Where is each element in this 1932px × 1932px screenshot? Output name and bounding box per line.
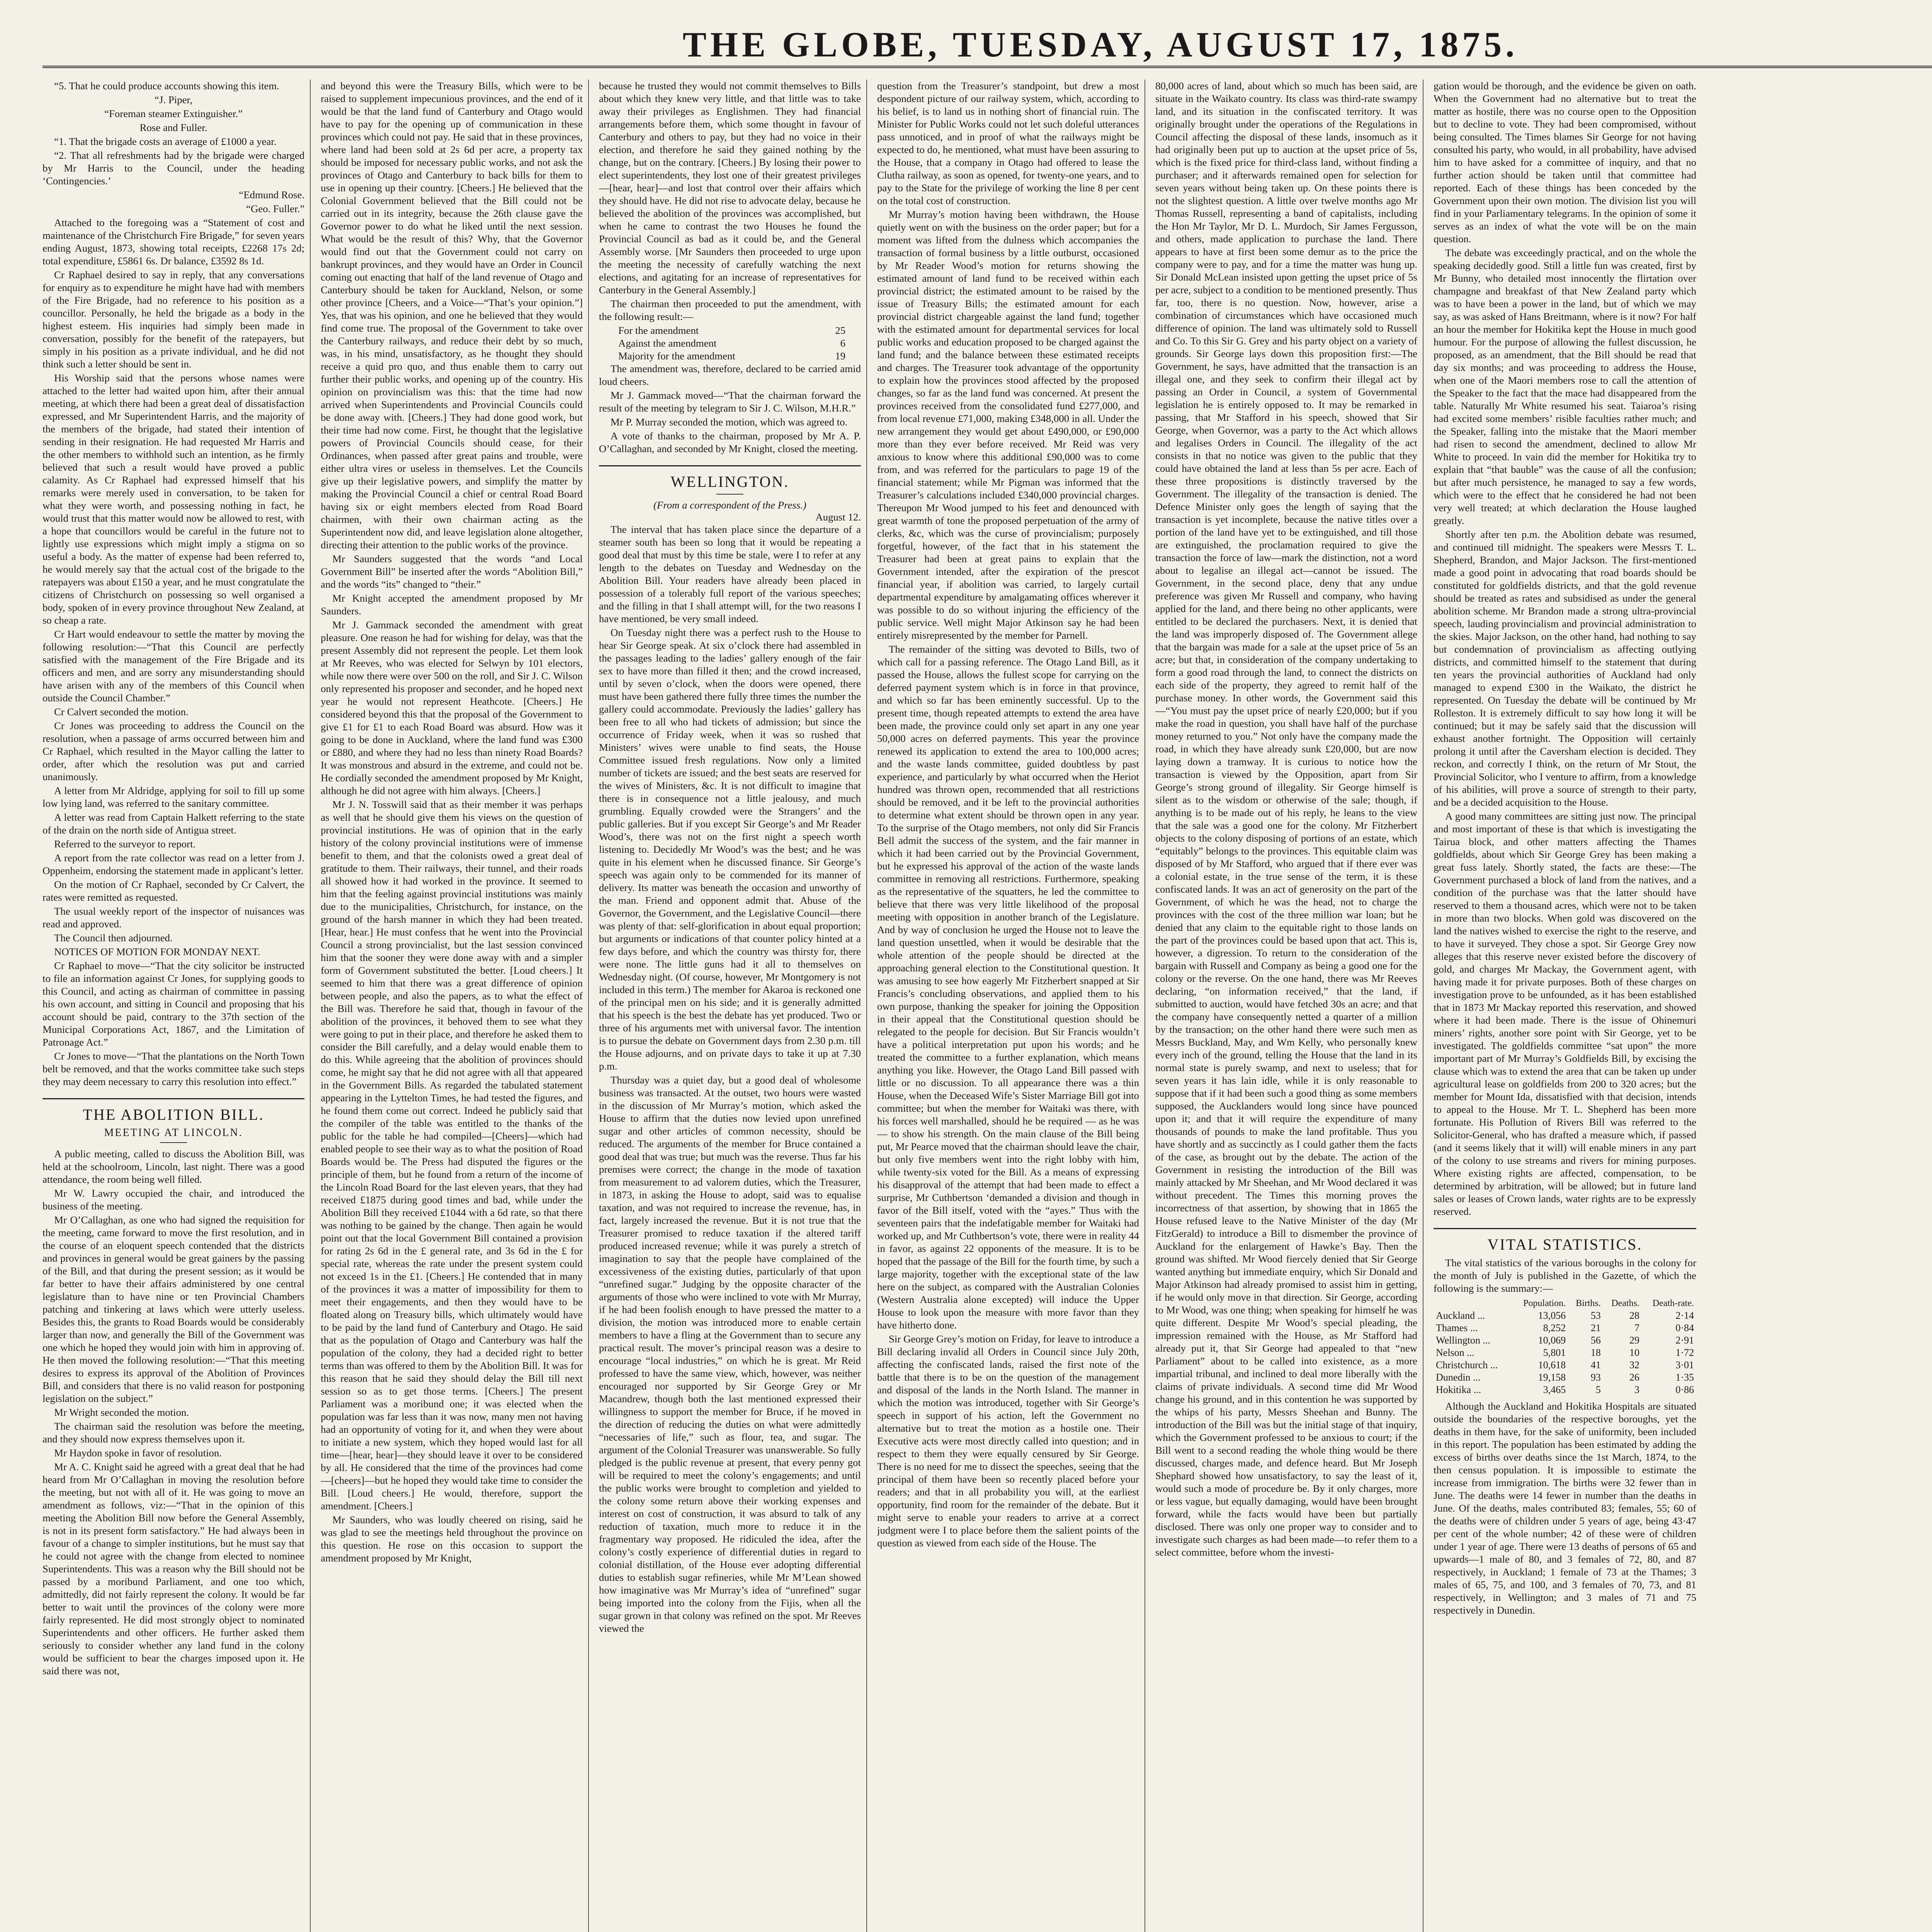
paragraph: A public meeting, called to discuss the Abolition Bill, was held at the schoolroom, Lincoln, last night. There was a good attendance, the room being well filled. [43, 1148, 304, 1185]
paragraph: Rose and Fuller. [139, 122, 207, 133]
column-6 [1434, 80, 1702, 1932]
paragraph: On Tuesday night there was a perfect rush to the House to hear Sir George speak. At six o’clock there had assembled in the passages leading to the ladies’ gallery enough of the fair sex to have more than filled it then; and the crowd increased, until by seven o’clock, when the doors were opened, there must have been gathered there fully three times the number the gallery could accommodate. Previously the ladies’ gallery has been free to all who had tickets of admission; but since the occurrence of Friday week, when it was so rushed that Ministers’ wives were unable to find seats, the House Committee issued fresh regulations. Now only a limited number of tickets are issued; and the best seats are reserved for the wives of Ministers, &c. It is not difficult to imagine that there is in consequence not a little jealousy, and much grumbling. Equally crowded were the Strangers’ and the public galleries. But if you except Sir George’s and Mr Reader Wood’s, there was not on the first night a speech worth listening to. Decidedly Mr Wood’s was the best; and he was quite in his element when he discussed finance. Sir George’s speech was again only to be commended for its manner of delivery. Its matter was beneath the occasion and unworthy of the man. Friend and opponent admit that. Abuse of the Governor, the Government, and the Legislative Council—there was plenty of that: self-glorification in about equal proportion; but arguments or indications of that counter policy hinted at a few days before, and which the country was thirsty for, there were none. The little guns had it all to themselves on Wednesday night. (Of course, however, Mr Montgomery is not included in this term.) The member for Akaroa is reckoned one of the principal men on his side; and it is generally admitted that his speech is the best the debate has yet produced. Two or three of his arguments met with universal favor. The intention is to pursue the debate on Government days from 2.30 p.m. till the House adjourns, and on private days to take it up at 7.30 p.m. [599, 627, 861, 1072]
paragraph: “1. That the brigade costs an average of £1000 a year. [54, 136, 277, 147]
table-cell: 2·91 [1675, 1335, 1694, 1346]
table-cell: 26 [1629, 1372, 1639, 1383]
paragraph: question from the Treasurer’s standpoint, but drew a most despondent picture of our railway system, which, according to his belief, is to land us in nothing short of financial ruin. The Minister for Public Works could not let such doleful utterances pass unnoticed, and in proof of what the railways might be expected to do, he mentioned, what must have been assuring to the House, that a company in Otago had offered to lease the Clutha railway, as soon as opened, for twenty-one years, and to pay to the State for the privilege of working the line 8 per cent on the total cost of construction. [877, 80, 1139, 206]
masthead: THE GLOBE, TUESDAY, AUGUST 17, 1875. [43, 23, 1932, 68]
paragraph: A vote of thanks to the chairman, proposed by Mr A. P. O’Callaghan, and seconded by Mr Knight, closed the meeting. [599, 430, 861, 454]
table-row [1434, 1322, 1696, 1334]
paragraph: Mr J. Gammack seconded the amendment with great pleasure. One reason he had for wishing for delay, was that the present Assembly did not represent the people. Let them look at Mr Reeves, who was elected for Selwyn by 101 electors, while now there were over 500 on the roll, and Sir J. C. Wilson only represented his proposer and seconder, and he hoped next year he would not represent Heathcote. [Cheers.] He considered beyond this that the proposal of the Government to give £1 for £1 to each Road Board was absurd. How was it going to be done in Auckland, where the land fund was £300 or £880, and where they had no less than ninety Road Boards? It was monstrous and absurd in the extreme, and could not be. He cordially seconded the amendment proposed by Mr Knight, although he did not agree with him always. [Cheers.] [321, 619, 583, 796]
paragraph: Cr Jones was proceeding to address the Council on the resolution, when a passage of arms occurred between him and Cr Raphael, which resulted in the Mayor calling the latter to order, after which the resolution was put and carried unanimously. [43, 720, 304, 782]
paragraph: Cr Jones to move—“That the plantations on the North Town belt be removed, and that the works committee take such steps they may deem necessary to carry this resolution into effect.” [43, 1050, 304, 1087]
paragraph: Mr Wright seconded the motion. [54, 1406, 189, 1418]
paragraph: Thursday was a quiet day, but a good deal of wholesome business was transacted. At the outset, two hours were wasted in the discussion of Mr Murray’s motion, which asked the House to affirm that the duties now levied upon unrefined sugar and other articles of common necessity, should be reduced. The arguments of the member for Bruce contained a good deal that was true; but much was the reverse. Thus far his premises were correct; the change in the mode of taxation from measurement to ad valorem duties, which the Treasurer, in 1873, in asking the House to adopt, said was to equalise taxation, and was not required to increase the revenue, has, in fact, largely increased the revenue. But it is not true that the Treasurer promised to reduce taxation if the altered tariff produced increased revenue; while it was purely a stretch of imagination to say that the people have complained of the excessiveness of the existing duties, particularly of that upon “unrefined sugar.” Judging by the opposite character of the arguments of those who were inclined to vote with Mr Murray, if he had been foolish enough to have pressed the matter to a division, the motion was introduced more to enable certain members to have a fling at the Government than to secure any practical result. The mover’s principal reason was a desire to encourage “local industries,” on which he is great. Mr Reid professed to have the same view, which, however, was neither encouraged nor supported by Sir George Grey or Mr Macandrew, though both the last mentioned expressed their willingness to support the member for Bruce, if he moved in the direction of reducing the duties on what were admittedly “necessaries of life,” such as flour, tea, and sugar. The argument of the Colonial Treasurer was unanswerable. So fully pledged is the public revenue at present, that every penny got will be required to meet the colony’s engagements; and until the public works were brought to completion and yielded to the colony some return above their working expenses and interest on cost of construction, it was absurd to talk of any reduction of taxation, much more to reduce it in the fragmentary way proposed. He ridiculed the idea, after the colony’s costly experience of differential duties in regard to colonial distillation, of the House ever adopting differential duties to establish sugar refineries, while Mr M’Lean showed how imaginative was Mr Murray’s idea of “unrefined” sugar being imported into the colony from the Fijis, when all the sugar grown in that colony was refined on the spot. Mr Reeves viewed the [599, 1074, 861, 1634]
column-5 [1155, 80, 1423, 1932]
table-cell: 5 [1595, 1384, 1601, 1395]
table-cell: 10,069 [1538, 1335, 1566, 1346]
dateline: August 12. [815, 511, 861, 523]
paragraph: The remainder of the sitting was devoted to Bills, two of which call for a passing reference. The Otago Land Bill, as it passed the House, allows the fullest scope for carrying on the deferred payment system which is in force in that province, and which so far has been eminently successful. Up to the present time, though repeated attempts to extend the area have been made, the province could only set apart in any one year 50,000 acres on deferred payments. This year the province renewed its application to extend the area to 100,000 acres; and the waste lands committee, guided doubtless by past experience, and particularly by what occurred when the Heriot hundred was thrown open, recommended that all restrictions should be removed, and it be left to the provincial authorities to determine what extent should be thrown open in any year. To the surprise of the Otago members, not only did Sir Francis Bell admit the success of the system, and the fair manner in which it had been carried out by the Provincial Government, but he expressed his approval of the action of the waste lands committee in removing all restrictions. Furthermore, speaking as the representative of the squatters, he led the committee to believe that there was very little likelihood of the proposal meeting with opposition in another branch of the Legislature. And by way of conclusion he urged the House not to leave the land question unsettled, when it would be desirable that the whole attention of the people should be directed at the approaching general election to the Constitutional question. It was amusing to see how eagerly Mr Fitzherbert snapped at Sir Francis’s concluding observations, and applied them to his own purpose, thanking the speaker for joining the Opposition in their appeal that the Constitutional question should be relegated to the people for decision. But Sir Francis wouldn’t have a political interpretation put upon his words; and he treated the committee to a further explanation, which means anything you like. However, the Otago Land Bill passed with little or no discussion. To all appearance there was a thin House, when the Deceased Wife’s Sister Marriage Bill got into committee; but when the member for Waitaki was there, with his forces well marshalled, should he be required — as he was — to show his strength. On the main clause of the Bill being put, Mr Pearce moved that the chairman should leave the chair, but only five members went into the right lobby with him, while twenty-six voted for the Bill. As a means of expressing his disapproval of the attempt that had been made to effect a surprise, Mr Cuthbertson ‘demanded a division and though in favor of the Bill itself, voted with the “ayes.” Thus with the seventeen pairs that the indefatigable member for Waitaki had worked up, and Mr Cuthbertson’s vote, there were in reality 44 in favor, as against 22 opponents of the measure. It is to be hoped that the passage of the Bill for the fourth time, by such a large majority, together with the exceptional state of the law here on the subject, as compared with the Australian Colonies (Western Australia alone excepted) will induce the Upper House to look upon the measure with more favor than they have hitherto done. [877, 643, 1139, 1331]
table-cell: 41 [1590, 1359, 1601, 1371]
table-cell: 18 [1590, 1347, 1601, 1358]
table-row [1434, 1310, 1696, 1322]
paragraph: Mr J. Gammack moved—“That the chairman forward the result of the meeting by telegram to Sir J. C. Wilson, M.H.R.” [599, 389, 861, 414]
table-cell: 7 [1634, 1322, 1639, 1333]
paragraph: The usual weekly report of the inspector of nuisances was read and approved. [43, 905, 304, 930]
table-cell: 32 [1629, 1359, 1639, 1371]
vital-statistics-table [1434, 1297, 1696, 1396]
vote-count: 25 [835, 325, 845, 336]
table-cell: 3 [1634, 1384, 1639, 1395]
paragraph: “Edmund Rose. [239, 189, 304, 201]
table-cell: 53 [1590, 1310, 1601, 1321]
section-headline: THE ABOLITION BILL. [43, 1098, 304, 1124]
paragraph: His Worship said that the persons whose names were attached to the letter had waited upon him, after their annual meeting, at which there had been a great deal of dissatisfaction expressed, and Mr Superintendent Harris, and the majority of the members of the brigade, had stated their intention of sending in their resignation. He had requested Mr Harris and the other members to withhold such an intention, as he firmly believed that such a result would have proved a public calamity. As Cr Raphael had expressed himself that his remarks were merely used in conversation, to be taken for what they were worth, and possessing nothing in fact, he would trust that this matter would now be allowed to rest, with a hope that councillors would be careful in the future not to lightly use expressions which might imply a stigma on so useful a body. As the matter of expense had been referred to, he would merely say that the actual cost of the brigade to the ratepayers was about £150 a year, and he must congratulate the citizens of Christchurch on possessing so well organised a body, spoken of in every province throughout New Zealand, at so cheap a rate. [43, 372, 304, 626]
table-cell: 19,158 [1538, 1372, 1566, 1383]
table-row [1434, 1384, 1696, 1396]
paragraph: Cr Raphael desired to say in reply, that any conversations for enquiry as to expenditure he might have had with members of the Fire Brigade, had no reference to his position as a councillor. Personally, he held the brigade as a body in the highest esteem. His inquiries had simply been made in conversation, possibly for the benefit of the ratepayers, but simply in his position as a private individual, and he did not think such a letter should be sent in. [43, 269, 304, 370]
vote-label: Majority for the amendment [618, 350, 735, 362]
paragraph: gation would be thorough, and the evidence be given on oath. When the Government had no alternative but to treat the matter as hostile, there was no course open to the Opposition but to decline to vote. They had been compromised, without being consulted. The Times blames Sir George for not having consulted his party, who would, in all probability, have advised him to have asked for a committee of inquiry, and that no further action should be taken until that committee had reported. Each of these things has been conceded by the Government upon their own motion. The division list you will find in your Parliamentary telegrams. In the opinion of some it serves as an index of what the vote will be on the main question. [1434, 80, 1696, 245]
table-cell: 1·72 [1675, 1347, 1694, 1358]
column-header: Births. [1576, 1298, 1601, 1308]
table-cell: 29 [1629, 1335, 1639, 1346]
table-cell: 10,618 [1538, 1359, 1566, 1371]
column-header [1434, 1297, 1512, 1310]
table-cell: 93 [1590, 1372, 1601, 1383]
table-cell: 56 [1590, 1335, 1601, 1346]
paragraph: “J. Piper, [155, 94, 192, 105]
paragraph: Mr J. N. Tosswill said that as their member it was perhaps as well that he should give them his views on the question of provincial institutions. He was of opinion that in the early history of the colony provincial institutions were of immense benefit to them, and that the colonists owed a great deal of gratitude to them. Their railways, their tunnel, and their roads all showed how it had worked in the province. It seemed to him that the feeling against provincial institutions was mainly due to the municipalities, Christchurch, for instance, on the ground of the harsh manner in which they had been treated. [Hear, hear.] He must confess that he went into the Provincial Council a strong provincialist, but the last session convinced him that the sooner they were done away with and a simpler form of Government substituted the better. [Loud cheers.] It seemed to him that there was a great difference of opinion between people, and also the papers, as to what the effect of the Bill was. Therefore he said that, though in favour of the abolition of the provinces, it behoved them to see what they were going to put in their place, and therefore he asked them to consider the Bill carefully, and a delay would enable them to do this. While agreeing that the abolition of provinces should come, he might say that he did not agree with all that appeared in the Government Bills. As regarded the tabulated statement appearing in the Lyttelton Times, he had tested the figures, and he found them come out correct. Indeed he publicly said that the compiler of the table was entitled to the thanks of the public for the table he had compiled—[Cheers]—which had enabled people to see their way as to what the position of Road Boards would be. The Press had disputed the figures or the principle of them, but he found from a return of the income of the Lincoln Road Board for the last eleven years, that they had received £1875 during good times and bad, while under the Abolition Bill they received £1044 with a 6d rate, so that there was nothing to be gained by the change. Then again he would point out that the local Government Bill contained a provision for rating 2s 6d in the £ general rate, and 3s 6d in the £ for special rate, whereas the rate under the present system could not exceed 1s in the £1. [Cheers.] He contended that in many of the provinces it was a matter of impossibility for them to meet their engagements, and then they would have to be floated along on Treasury bills, which ultimately would have to be paid by the land fund of Canterbury and Otago. He said that as the population of Otago and Canterbury was half the population of the colony, they had a decided right to better terms than was offered to them by the Abolition Bill. It was for this reason that he said they should delay the Bill till next session so as to get those terms. [Cheers.] The present Parliament was a moribund one; it was elected when the population was far less than it was now, many men not having had an opportunity of voting for it, and when they were about to initiate a new system, which they hoped would last for all time—[hear, hear]—they should leave it over to be considered by all. He considered that the time of the provinces had come—[cheers]—but he hoped they would take time to consider the Bill. [Loud cheers.] He would, therefore, support the amendment. [Cheers.] [321, 799, 583, 1512]
table-cell: 0·86 [1675, 1384, 1694, 1395]
table-row [1434, 1347, 1696, 1359]
paragraph: Shortly after ten p.m. the Abolition debate was resumed, and continued till midnight. The speakers were Messrs T. L. Shepherd, Brandon, and Major Jackson. The first-mentioned made a good point in advocating that road boards should be constituted for goldfields districts, and that the gold revenue should be treated as rates and subsidised as under the general abolition scheme. Mr Brandon made a strong ultra-provincial speech, lauding provincialism and provincial administration to the skies. Major Jackson, on the other hand, had nothing to say but condemnation of provincialism as affecting outlying districts, and committed himself to the statement that during ten years the provincial authorities of Auckland had only managed to expend £300 in the Waikato, the district he represented. On Tuesday the debate will be continued by Mr Rolleston. It is extremely difficult to say how long it will be continued; but it may be safely said that the discussion will exhaust another fortnight. The Opposition will certainly prolong it until after the Caversham election is decided. They reckon, and correctly I think, on the return of Mr Stout, the Provincial Solicitor, who I venture to affirm, from a knowledge of his abilities, will prove a source of strength to their party, and be a decided acquisition to the House. [1434, 529, 1696, 808]
table-cell: 0·84 [1675, 1322, 1694, 1333]
column-header: Population. [1523, 1298, 1566, 1308]
paragraph: The chairman then proceeded to put the amendment, with the following result:— [599, 298, 861, 322]
paragraph: A good many committees are sitting just now. The principal and most important of these is that which is investigating the Tairua block, and other matters affecting the Thames goldfields, about which Sir George Grey has been making a great fuss lately. Shortly stated, the facts are these:—The Government purchased a block of land from the natives, and a condition of the purchase was that the latter should have reserved to them a thousand acres, which were not to be taken in more than two blocks. When gold was discovered on the land the natives wished to exercise the right to the reserve, and to have it surveyed. They chose a spot. Sir George Grey now alleges that this reserve never existed before the discovery of gold, and charges Mr Mackay, the Government agent, with having made it for private purposes. Both of these charges on investigation prove to be unfounded, as it has been established that in 1873 Mr Mackay reported this reservation, and showed where it had been made. There is the issue of Ohinemuri miners’ rights, another sore point with Sir George, yet to be investigated. The goldfields committee “sat upon” the more important part of Mr Murray’s Goldfields Bill, by excising the clause which was to extend the area that can be taken up under agricultural lease on goldfields from 200 to 320 acres; but the member for Mount Ida, dissatisfied with that decision, intends to appeal to the House. Mr T. L. Shepherd has been more fortunate. His Pollution of Rivers Bill was referred to the Solicitor-General, who has drafted a measure which, if passed (and it seems likely that it will) will enable miners in any part of the colony to use streams and rivers for mining purposes. Where existing rights are affected, compensation, to be determined by arbitration, will be allowed; but in future land sales or leases of Crown lands, water rights are to be expressly reserved. [1434, 810, 1696, 1217]
column-4 [877, 80, 1145, 1932]
paragraph: Mr Saunders suggested that the words “and Local Government Bill” be inserted after the words “Abolition Bill,” and the words “its” changed to “their.” [321, 553, 583, 590]
paragraph: Sir George Grey’s motion on Friday, for leave to introduce a Bill declaring invalid all Orders in Council since July 20th, affecting the confiscated lands, raised the first note of the battle that there is to be on the question of the management and disposal of the lands in the North Island. The manner in which the motion was introduced, together with Sir George’s speech in support of his action, left the Government no alternative but to treat the motion as a hostile one. Their Executive acts were most directly called into question; and in respect to them they were equally censured by Sir George. There is no need for me to dissect the speeches, seeing that the principal of them have been so recently placed before your readers; and that in all probability you will, at the earliest opportunity, find room for the remainder of the debate. But it might serve to enable your readers to arrive at a correct judgment were I to place before them the salient points of the question as viewed from each side of the House. The [877, 1333, 1139, 1549]
paragraph: because he trusted they would not commit themselves to Bills about which they knew very little, and that little was to take away their privileges as Englishmen. They had financial arrangements before them, which some thought in favour of Canterbury and others to pay, but they had no voice in their election, and therefore he said they gained nothing by the change, but on the contrary. [Cheers.] By losing their power to elect superintendents, they lost one of their greatest privileges—[hear, hear]—and lost that control over their affairs which they should have. He did not rise to advocate delay, because he believed the abolition of the provinces was accomplished, but when he came to contrast the two Houses he found the Provincial Council as bad as it could be, and the General Assembly worse. [Mr Saunders then proceeded to urge upon the meeting the necessity of carefully watching the next elections, and agitating for an increase of representatives for Canterbury in the General Assembly.] [599, 80, 861, 296]
paragraph: Cr Hart would endeavour to settle the matter by moving the following resolution:—“That this Council are perfectly satisfied with the management of the Fire Brigade and its officers and men, and are sorry any misunderstanding should have arisen with any of the members of this Council when outside the Council Chamber.” [43, 628, 304, 704]
paragraph: Mr Saunders, who was loudly cheered on rising, said he was glad to see the meetings held throughout the province on this question. He rose on this occasion to support the amendment proposed by Mr Knight, [321, 1514, 583, 1564]
paragraph: Mr O’Callaghan, as one who had signed the requisition for the meeting, came forward to move the first resolution, and in the course of an eloquent speech contended that the districts and provinces in general would be great gainers by the passing of the Bill, and that during the present session; as it would be far better to have their affairs administered by one central legislature than to have nine or ten Provincial Chambers patching and tinkering at laws which were utterly useless. Besides this, the grants to Road Boards would be considerably larger than now, and generally the Bill of the Government was one which he hoped they would join with him in approving of. He then moved the following resolution:—“That this meeting desires to express its approval of the Abolition of Provinces Bill, and considers that there is no valid reason for postponing legislation on the subject.” [43, 1214, 304, 1404]
table-cell: 13,056 [1538, 1310, 1566, 1321]
table-cell: 5,801 [1543, 1347, 1566, 1358]
section-subheading: MEETING AT LINCOLN. [104, 1127, 243, 1139]
vote-label: For the amendment [618, 325, 699, 336]
column-3 [599, 80, 867, 1932]
section-rule [716, 494, 743, 495]
column-1 [43, 80, 311, 1932]
paragraph: “5. That he could produce accounts showing this item. [54, 80, 279, 92]
paragraph: Mr P. Murray seconded the motion, which was agreed to. [611, 416, 848, 428]
paragraph: Cr Raphael to move—“That the city solicitor be instructed to file an information against Cr Jones, for supplying goods to this Council, and acting as chairman of committee in passing his own account, and sitting in Council and proposing that his account should be paid, contrary to the 37th section of the Municipal Corporations Act, 1867, and the Limitation of Patronage Act.” [43, 960, 304, 1048]
paragraph: “Foreman steamer Extinguisher.” [104, 108, 243, 119]
paragraph: NOTICES OF MOTION FOR MONDAY NEXT. [54, 946, 260, 957]
paragraph: A letter from Mr Aldridge, applying for soil to fill up some low lying land, was referred to the sanitary committee. [43, 785, 304, 809]
section-headline: VITAL STATISTICS. [1434, 1228, 1696, 1253]
table-cell: Hokitika ... [1436, 1384, 1481, 1395]
vote-label: Against the amendment [618, 337, 717, 349]
paragraph: 80,000 acres of land, about which so much has been said, are situate in the Waikato country. Its class was third-rate swampy land, and its situation in the confiscated territory. It was originally brought under the operations of the Regulations in Council affecting the disposal of these lands, insomuch as it had originally been put up to auction at the upset price of 5s, which is the fixed price for third-class land, without finding a purchaser; and it afterwards remained open for selection for seven years without being taken up. On these points there is not the slightest question. A little over twelve months ago Mr Thomas Russell, representing a band of capitalists, including the Hon Mr Taylor, Mr D. L. Murdoch, Sir James Fergusson, and others, made application to purchase the land. There appears to have at first been some demur as to the price the company were to pay, and for a time the matter was hung up. Sir Donald McLean insisted upon getting the upset price of 5s per acre, subject to a condition to be mentioned presently. Thus far, too, there is no question. Now, however, arise a combination of circumstances which have occasioned much difference of opinion. The land was ultimately sold to Russell and Co. To this Sir G. Grey and his party object on a variety of grounds. Sir George lays down this proposition first:—The Government, he says, have admitted that the transaction is an illegal one, and they seek to confirm their illegal act by passing an Order in Council, a system of Governmental legislation he is entirely opposed to. It may be remarked in passing, that Mr Stafford in his speech, showed that Sir George, when Governor, was a party to the Act which allows and legalises Orders in Council. The illegality of the act consists in that no notice was given to the public that they could have obtained the land at less than 5s per acre. Each of these three propositions is distinctly traversed by the Government. The illegality of the transaction is denied. The Defence Minister only goes the length of saying that the transaction is yet incomplete, because the native titles over a portion of the land have yet to be extinguished, and till those are extinguished, the proclamation required to give the transaction the force of law—mark the distinction, not a word about to legalise an illegal act—cannot be issued. The Government, in the second place, deny that any undue preference was given Mr Russell and company, who having applied for the land, and there being no other applicants, were entitled to be declared the purchasers. Next, it is denied that the land was improperly disposed of. The Government allege that the bargain was made for a sale at the upset price of 5s an acre; but that, in consideration of the company undertaking to form a good road through the land, to connect the districts on each side of the property, they agreed to remit half of the purchase money. In other words, the Government said this—“You must pay the upset price of nearly £20,000; but if you make the road in question, you shall have half of the purchase money returned to you.” Not only have the company made the road, in which they have already sunk £20,000, but are now laying down a tramway. It is curious to notice how the transaction is viewed by the Opposition, apart from Sir George’s strong ground of illegality. Sir George himself is silent as to the wisdom or otherwise of the sale; though, if anything is to be made out of his reply, he leans to the view that the sale was a good one for the colony. Mr Fitzherbert objects to the colony disposing of portions of an estate, which “equitably” belongs to the provinces. This equitable claim was disposed of by Mr Stafford, who argued that if there ever was a colonial estate, in the true sense of the term, it is these confiscated lands. It was an act of generosity on the part of the Government, of which he was the head, not to charge the provinces with the cost of the three million war loan; but he denied that any claim to the equitable right to those lands on the part of the provinces could be based upon that act. This is, however, a digression. To return to the consideration of the bargain with Russell and Company as being a good one for the colony or the reverse. On the one hand, there was Mr Reeves declaring, “on information received,” that the land, if submitted to auction, would have fetched 30s an acre; and that the company have consequently netted a quarter of a million by the transaction; on the other hand there were such men as Messrs Buckland, May, and Wm Kelly, who personally knew every inch of the ground, telling the House that the land in its normal state is purely swamp, and next to useless; that for seven years it has lain idle, while it is only reasonable to suppose that if it had been such a good thing as some members supposed, the Aucklanders would long since have pounced upon it; and that it will require the expenditure of many thousands of pounds to make the land profitable. Thus you have shortly and as succinctly as I could gather them the facts of the case, as brought out by the debate. The action of the Government in resisting the introduction of the Bill was mainly attacked by Mr Sheehan, and Mr Wood declared it was without precedent. The Times this morning proves the incorrectness of that assertion, by showing that in 1865 the House refused leave to the Native Minister of the day (Mr FitzGerald) to introduce a Bill to dismember the province of Auckland for the enlargement of Hawke’s Bay. Then the ground was shifted. Mr Wood fiercely denied that Sir George wanted anything but immediate enquiry, which Sir Donald and Major Atkinson had already promised to assist him in getting, if he would only move in that direction. Sir George, according to Mr Wood, was one thing; when speaking for himself he was quite different. Despite Mr Wood’s special pleading, the impression remained with the House, as Mr Stafford had already put it, that Sir George had appealed to that “new Parliament” about to be called into existence, as a more impartial tribunal, and inclined to deal more liberally with the claims of private individuals. A second time did Mr Wood change his ground, and in this contention he was supported by the whips of his party, Messrs Sheehan and Bunny. The introduction of the Bill was but the initial stage of that inquiry, which the Government professed to be anxious to court; if the Bill went to a second reading the whole thing would be there discussed, charges made, and defence heard. But Mr Joseph Shephard showed how unsatisfactory, to say the least of it, would such a mode of procedure be. By it only charges, more or less vague, but equally damaging, would have been brought forward, while the facts would have been but partially disclosed. There was only one proper way to consider and to investigate such charges as had been made—to refer them to a select committee, before whom the investi- [1155, 80, 1417, 1558]
column-2 [321, 80, 589, 1932]
vote-result-row [599, 337, 861, 350]
table-cell: 21 [1590, 1322, 1601, 1333]
paragraph: The interval that has taken place since the departure of a steamer south has been so long that it would be repeating a good deal that must by this time be stale, were I to refer at any length to the debates on Tuesday and Wednesday on the Abolition Bill. Your readers have already been placed in possession of a tolerably full report of the various speeches; and the filling in that I shall attempt will, for the two reasons I have mentioned, be very small indeed. [599, 524, 861, 624]
table-header-row [1434, 1297, 1696, 1310]
table-cell: 10 [1629, 1347, 1639, 1358]
vote-result-row [599, 350, 861, 362]
table-cell: 3,465 [1543, 1384, 1566, 1395]
paragraph: The debate was exceedingly practical, and on the whole the speaking decidedly good. Still a little fun was created, first by Mr Bunny, who detailed most innocently the flirtation over champagne and breakfast of that New Zealand party which was to have been a power in the land, but of which we may say, as was asked of Hans Breitmann, where is it now? For half an hour the member for Hokitika kept the House in much good humour. For the purpose of allowing the fullest discussion, he proposed, as an amendment, that the Bill should be read that day six months; and was proceeding to address the House, when one of the Maori members rose to call the attention of the Speaker to the fact that the mace had disappeared from the table. Naturally Mr White resumed his seat. Taiaroa’s rising had excited some members’ risible faculties rather much; and the Speaker, falling into the mistake that the Maori member had risen to second the amendment, declined to allow Mr White to proceed. In vain did the member for Hokitika try to explain that “that bauble” was the cause of all the confusion; but after much persistence, he managed to say a few words, which were to the effect that he considered he had not been very well treated; at which declaration the House laughed greatly. [1434, 247, 1696, 526]
paragraph: Mr A. C. Knight said he agreed with a great deal that he had heard from Mr O’Callaghan in moving the resolution before the meeting, but not with all of it. He was going to move an amendment as follows, viz:—“That in the opinion of this meeting the Abolition Bill now before the General Assembly, is not in its present form satisfactory.” He had always been in favour of a change to simpler institutions, but he must say that he could not agree with the change from elected to nominee Superintendents. This was a reason why the Bill should not be passed by a moribund Parliament, and one too which, admittedly, did not fairly represent the colony. It would be far better to wait until the provinces of the colony were more fairly represented. He did most strongly object to nominated Superintendents and other officers. He further asked them seriously to consider whether any land fund in the colony would be sufficient to bear the charges imposed upon it. He said there was not, [43, 1461, 304, 1677]
paragraph: and beyond this were the Treasury Bills, which were to be raised to supplement impecunious provinces, and the end of it would be that the land fund of Canterbury and Otago would have to pay for the opening up of communication in these provinces which could not pay. He said that in these provinces, where land had been sold at 2s 6d per acre, a property tax should be imposed for necessary public works, and not ask the provinces of Otago and Canterbury to back bills for them to use in opening up their country. [Cheers.] He believed that the Colonial Government believed that the Bill could not be carried out in its integrity, because the 26th clause gave the Governor power to do what he liked until the next session. What would be the result of this? Why, that the Governor would find out that the Government could not carry on bankrupt provinces, and they would have an Order in Council coming out enacting that half of the land revenue of Otago and Canterbury should be taken for Auckland, Nelson, or some other province [Cheers, and a Voice—“That’s your opinion.”] Yes, that was his opinion, and one he believed that they would find come true. The proposal of the Government to take over the Canterbury railways, and reduce their debt by so much, was, in his mind, unsatisfactory, as he thought they should receive a quid pro quo, and thus enable them to carry out further their public works, and opening up of the country. His opinion on provincialism was this: that the time had now arrived when Superintendents and Provincial Councils could be done away with. [Cheers.] They had done good work, but their time had now come. First, he thought that the legislative powers of Provincial Councils should cease, for their Ordinances, when passed after great pains and trouble, were either ultra vires or useless in themselves. Let the Councils give up their legislative powers, and simplify the matter by making the Provincial Council a chief or central Road Board having six or eight members elected from Road Board chairmen, with their own chairman acting as the Superintendent now did, and leave legislation alone altogether, directing their attention to the public works of the province. [321, 80, 583, 551]
table-cell: Nelson ... [1436, 1347, 1475, 1358]
column-header: Deaths. [1611, 1298, 1639, 1308]
table-cell: 28 [1629, 1310, 1639, 1321]
table-cell: Christchurch ... [1436, 1359, 1498, 1371]
table-cell: 8,252 [1543, 1322, 1566, 1333]
paragraph: “2. That all refreshments had by the brigade were charged by Mr Harris to the Council, under the heading ‘Contingencies.’ [43, 150, 304, 187]
section-rule [160, 1142, 187, 1143]
table-cell: Wellington ... [1436, 1335, 1490, 1346]
table-row [1434, 1359, 1696, 1371]
paragraph: A report from the rate collector was read on a letter from J. Oppenheim, endorsing the statement made in applicant’s letter. [43, 852, 304, 876]
table-row [1434, 1371, 1696, 1384]
paragraph: Mr Haydon spoke in favor of resolution. [54, 1447, 222, 1459]
paragraph: Although the Auckland and Hokitika Hospitals are situated outside the boundaries of the respective boroughs, yet the deaths in them have, for the sake of uniformity, been included in this report. The population has been estimated by adding the excess of births over deaths since the 1st March, 1874, to the then census population. It is impossible to estimate the increase from immigration. The births were 32 fewer than in June. The deaths were 14 fewer in number than the deaths in June. Of the deaths, males contributed 83; females, 55; 60 of the deaths were of children under 5 years of age, being 43·47 per cent of the whole number; 42 of these were of children under 1 year of age. There were 13 deaths of persons of 65 and upwards—1 male of 80, and 3 females of 72, 80, and 87 respectively, in Auckland; 1 female of 73 at the Thames; 3 males of 65, 75, and 100, and 3 females of 70, 73, and 81 respectively, in Wellington; and 3 males of 71 and 75 respectively in Dunedin. [1434, 1400, 1696, 1616]
paragraph: Cr Calvert seconded the motion. [54, 706, 189, 718]
paragraph: Attached to the foregoing was a “Statement of cost and maintenance of the Christchurch Fire Brigade,” for seven years ending August, 1873, showing total receipts, £2268 17s 2d; total expenditure, £5861 6s. Dr balance, £3592 8s 1d. [43, 217, 304, 267]
paragraph: The amendment was, therefore, declared to be carried amid loud cheers. [599, 363, 861, 387]
paragraph: “Geo. Fuller.” [246, 203, 304, 214]
table-cell: Dunedin ... [1436, 1372, 1481, 1383]
table-cell: Auckland ... [1436, 1310, 1485, 1321]
paragraph: Referred to the surveyor to report. [54, 838, 196, 850]
vote-count: 6 [840, 337, 845, 349]
table-cell: 1·35 [1675, 1372, 1694, 1383]
table-cell: Thames ... [1436, 1322, 1478, 1333]
paragraph: Mr Knight accepted the amendment proposed by Mr Saunders. [321, 592, 583, 617]
paragraph: The chairman said the resolution was before the meeting, and they should now express themselves upon it. [43, 1420, 304, 1445]
paragraph: The Council then adjourned. [54, 932, 173, 944]
table-cell: 2·14 [1675, 1310, 1694, 1321]
table-cell: 3·01 [1675, 1359, 1694, 1371]
article-columns [43, 80, 1932, 1932]
vote-count: 19 [835, 350, 845, 362]
paragraph: A letter was read from Captain Halkett referring to the state of the drain on the north side of Antigua street. [43, 811, 304, 836]
paragraph: Mr Murray’s motion having been withdrawn, the House quietly went on with the business on the order paper; but for a moment was lifted from the dulness which accompanies the transaction of formal business by a little outburst, occasioned by Mr Reader Wood’s motion for returns showing the estimated amount of land fund to be received within each provincial district; the estimated amount to be raised by the issue of Treasury Bills; the estimated amount for each provincial district chargeable against the land fund; together with the estimated amount for departmental services for local public works and education proposed to be charged against the land fund; and the balance between these estimated receipts and charges. The Treasurer took advantage of the opportunity to explain how the provinces stood affected by the proposed changes, so far as the land fund was concerned. At present the provinces received from the consolidated fund £277,000, and from local revenue £71,000, making £348,000 in all. Under the new arrangement they would get about £490,000, or £90,000 more than they ever before received. Mr Reid was very anxious to know where this additional £90,000 was to come from, and was referred for the particulars to page 19 of the financial statement; while Mr Pigman was informed that the Treasurer’s calculations included £340,000 provincial charges. Thereupon Mr Wood jumped to his feet and denounced with great warmth of tone the proposed perpetuation of the army of clerks, &c, which was the curse of provincialism; purposely forgetful, however, of the fact that in his statement the Treasurer had been at great pains to explain that the Government intended, after the expiration of the prescot financial year, if abolition was carried, to largely curtail departmental expenditure by amalgamating offices wherever it was possible to do so without injuring the efficiency of the public service. Well might Major Atkinson say he had been entirely misrepresented by the member for Parnell. [877, 209, 1139, 641]
byline: (From a correspondent of the Press.) [653, 499, 806, 511]
table-row [1434, 1334, 1696, 1347]
paragraph: The vital statistics of the various boroughs in the colony for the month of July is published in the Gazette, of which the following is the summary:— [1434, 1257, 1696, 1294]
vote-result-row [599, 324, 861, 337]
paragraph: Mr W. Lawry occupied the chair, and introduced the business of the meeting. [43, 1187, 304, 1212]
column-header: Death-rate. [1652, 1298, 1694, 1308]
paragraph: On the motion of Cr Raphael, seconded by Cr Calvert, the rates were remitted as requested. [43, 879, 304, 903]
section-headline: WELLINGTON. [599, 465, 861, 491]
